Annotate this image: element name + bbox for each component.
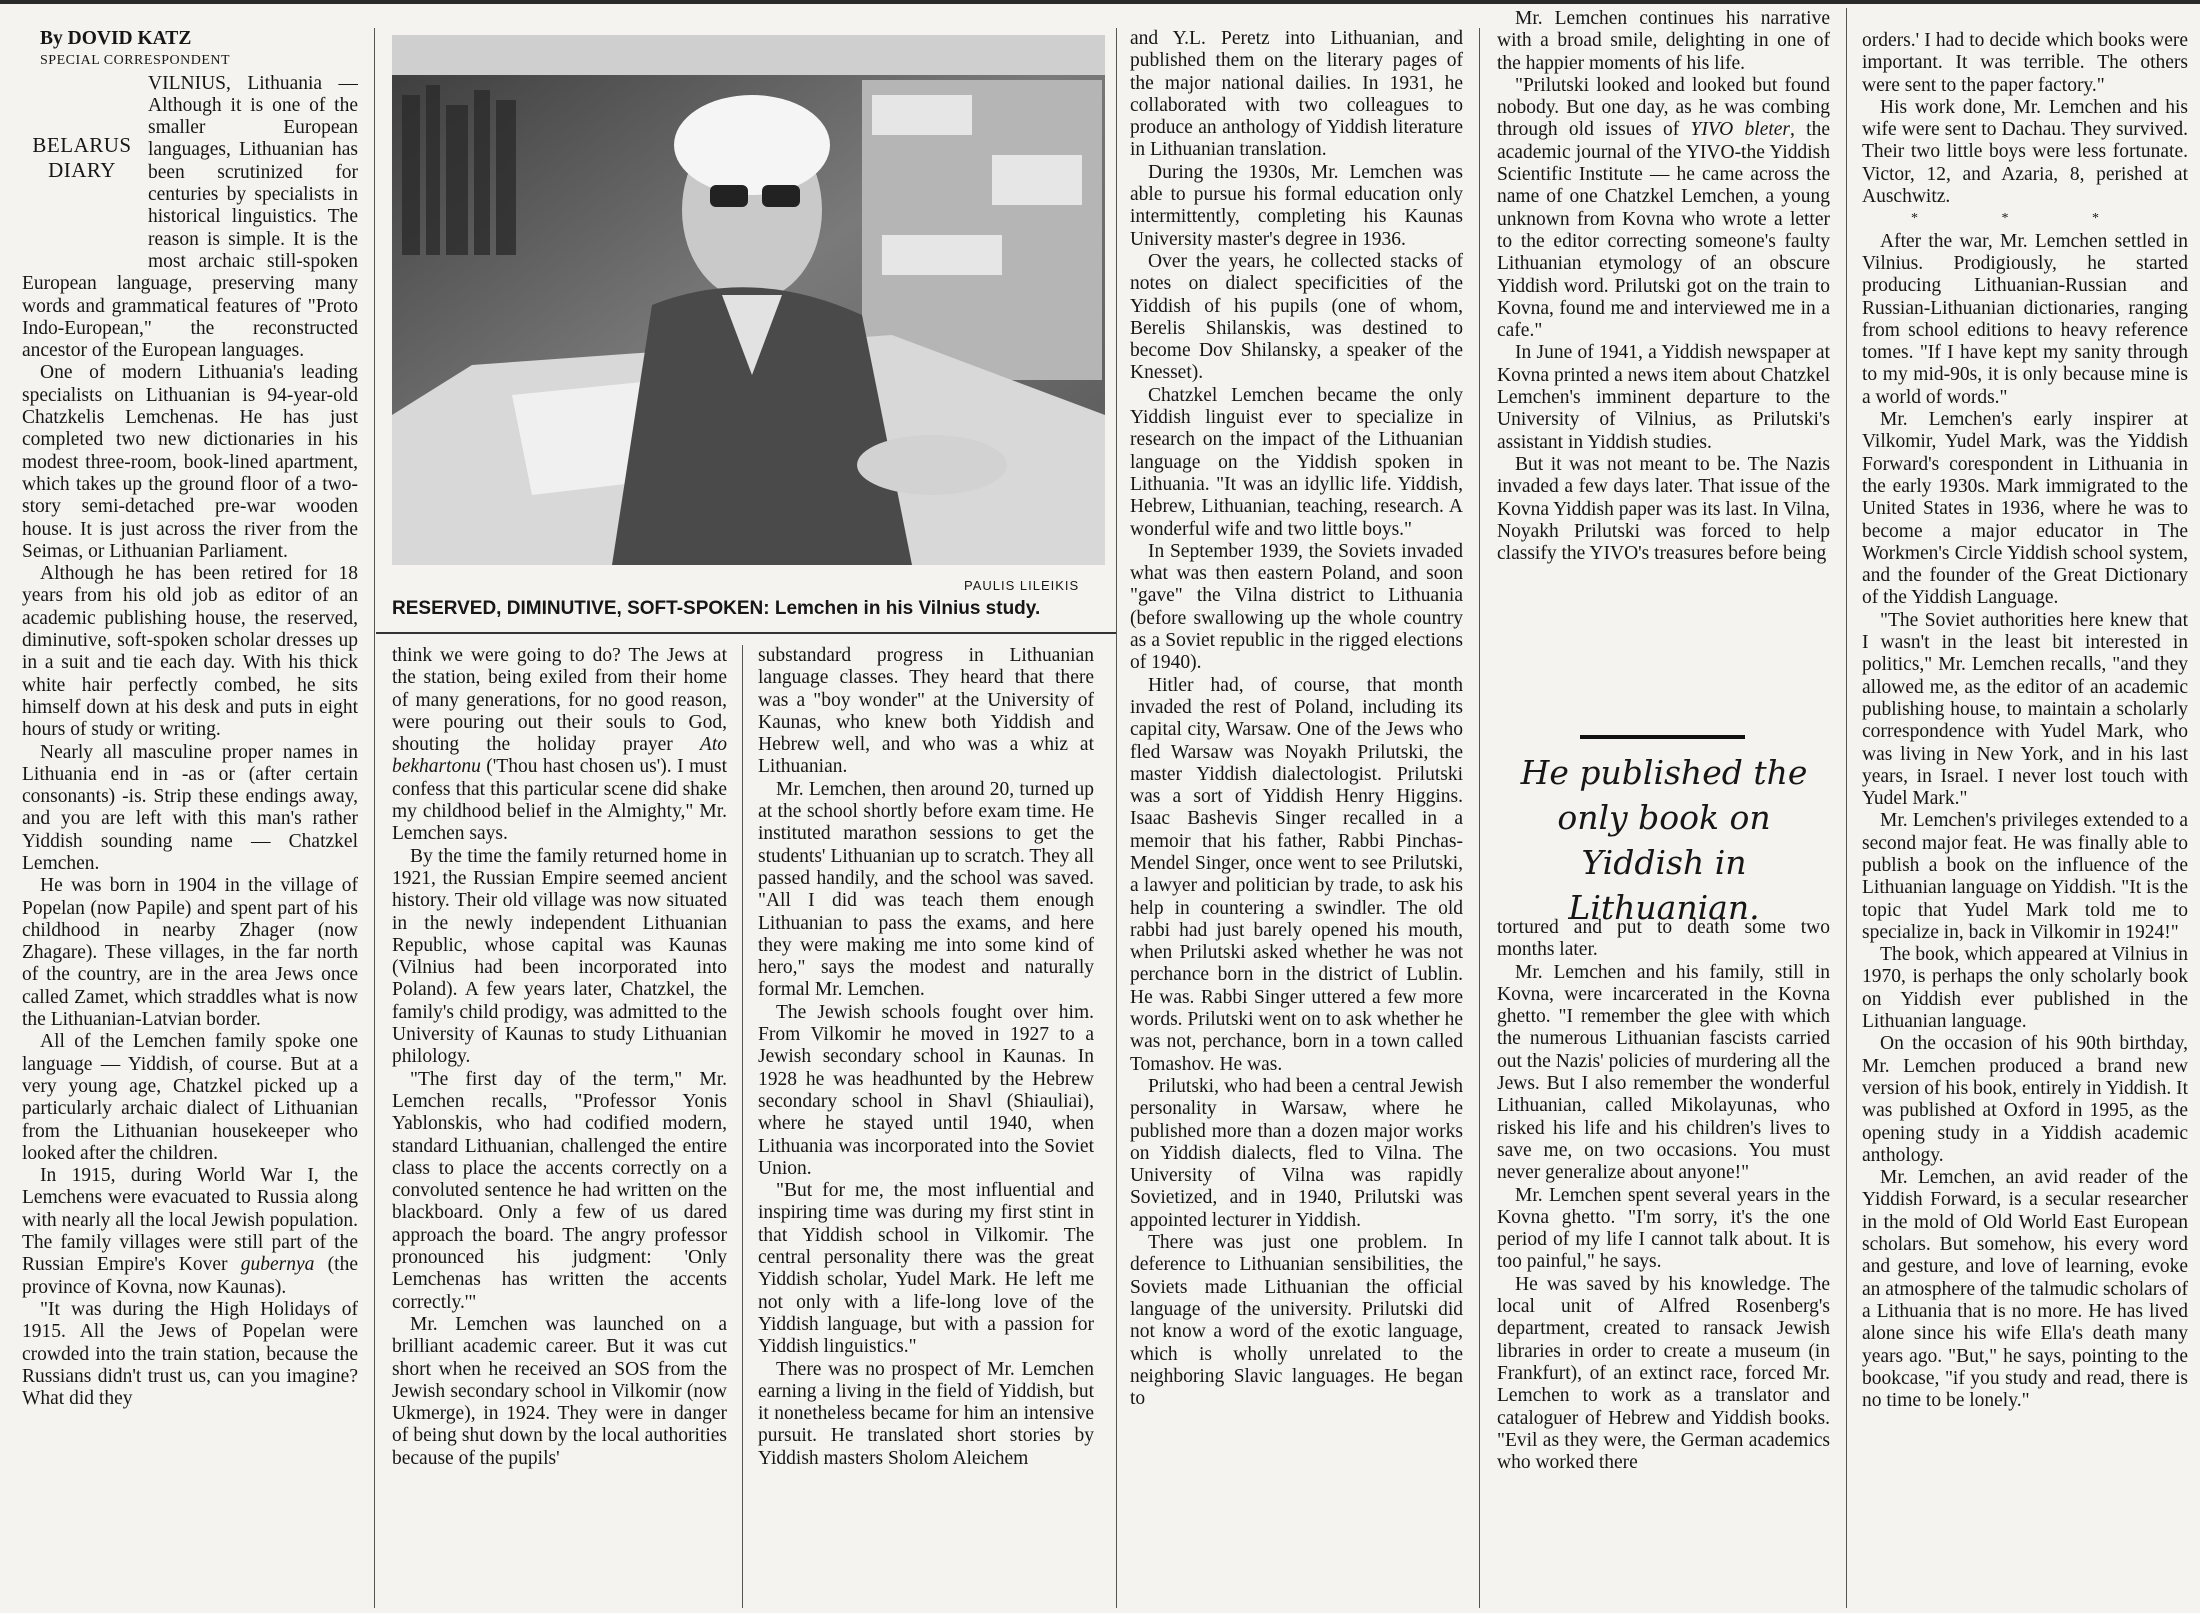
column-rule bbox=[1846, 8, 1847, 1608]
col1-paragraph: All of the Lemchen family spoke one language — Yiddish, of course. But at a very young age, Chatzkel picked up a particularly archaic dialect of Lithuanian from the Lithuanian housekeeper who looked after the children. bbox=[22, 1031, 358, 1164]
col2-paragraph: Mr. Lemchen was launched on a brilliant academic career. But it was cut short when he received an SOS from the Jewish secondary school in Vilkomir (now Ukmerge), in 1924. They were in danger of being shut down by the local authorities because of the pupils' bbox=[392, 1313, 727, 1469]
column-2 bbox=[392, 645, 727, 1613]
col6-paragraph: orders.' I had to decide which books were important. It was terrible. The others were sent to the paper factory." bbox=[1862, 30, 2188, 96]
col6-paragraph: The book, which appeared at Vilnius in 1970, is perhaps the only scholarly book on Yiddish ever published in the Lithuanian language. bbox=[1862, 944, 2188, 1033]
col6-paragraph: After the war, Mr. Lemchen settled in Vilnius. Prodigiously, he started producing Lithuanian-Russian and Russian-Lithuanian dictionaries, ranging from school editions to heavy reference tomes. "If I have kept my sanity through to my mid-90s, it is only because mine is a world of words." bbox=[1862, 230, 2188, 408]
col4-paragraph: Hitler had, of course, that month invaded the rest of Poland, including its capital city, Warsaw. One of the Jews who fled Warsaw was Noyakh Prilutski, the master Yiddish dialectologist. Prilutski was a sort of Yiddish Henry Higgins. Isaac Bashevis Singer recalled in a memoir that his father, Rabbi Pinchas-Mendel Singer, once went to see Prilutski, a lawyer and politician by trade, to ask his help in countering a swindler. The old rabbi had just barely opened his mouth, when Prilutski asked whether he was not perchance born in the district of Lublin. He was. Rabbi Singer uttered a few more words. Prilutski went on to ask whether he was not, perchance, born in a town called Tomashov. He was. bbox=[1130, 674, 1463, 1075]
col4-paragraph: Over the years, he collected stacks of notes on dialect specificities of the Yiddish of his pupils (one of whom, Berelis Shilanskis, was destined to become Dov Shilansky, a speaker of the Knesset). bbox=[1130, 250, 1463, 384]
photo-credit: PAULIS LILEIKIS bbox=[964, 578, 1080, 593]
col6-paragraph: His work done, Mr. Lemchen and his wife were sent to Dachau. They survived. Their two little boys were less fortunate. Victor, 12, and Azaria, 8, perished at Auschwitz. bbox=[1862, 96, 2188, 208]
col5-paragraph: But it was not meant to be. The Nazis invaded a few days later. That issue of the Kovna Yiddish paper was its last. In Vilna, Noyakh Prilutski was forced to help classify the YIVO's treasures before being bbox=[1497, 453, 1830, 565]
column-label-line1: BELARUS bbox=[32, 132, 132, 157]
col4-paragraph: In September 1939, the Soviets invaded what was then eastern Poland, and soon "gave" the Vilna district to Lithuania (before swallowing up the whole country as a Soviet republic in the rigged elections of 1940). bbox=[1130, 540, 1463, 674]
col2-paragraph: "The first day of the term," Mr. Lemchen recalls, "Professor Yonis Yablonskis, who had codified modern, standard Lithuanian, challenged the entire class to place the accents correctly on a convoluted sentence he had written on the blackboard. Only a few of us dared approach the board. The angry professor pronounced his judgment: 'Only Lemchenas has written the accents correctly.'" bbox=[392, 1068, 727, 1313]
col4-paragraph: There was just one problem. In deference to Lithuanian sensibilities, the Soviets made Lithuanian the official language of the university. Prilutski did not know a word of the exotic language, which is wholly unrelated to the neighboring Slavic languages. He began to bbox=[1130, 1232, 1463, 1410]
column-rule bbox=[374, 28, 375, 1608]
column-5-bottom bbox=[1497, 917, 1830, 1613]
col2-paragraph: think we were going to do? The Jews at the station, being exiled from their home of many generations, for no good reason, were pouring out their souls to God, shouting the holiday prayer Ato bekhartonu ('Thou hast chosen us'). I must confess that this particular scene did shake my childhood belief in the Almighty," Mr. Lemchen says. bbox=[392, 645, 727, 845]
col5-paragraph: He was saved by his knowledge. The local unit of Alfred Rosenberg's department, created to ransack Jewish libraries in order to create a museum (in Frankfurt), of an extinct race, forced Mr. Lemchen to work as a translator and cataloguer of Hebrew and Yiddish books. "Evil as they were, the German academics who worked there bbox=[1497, 1273, 1830, 1474]
portrait-photo bbox=[392, 35, 1105, 565]
photo-image bbox=[392, 35, 1105, 565]
column-5-top bbox=[1497, 8, 1830, 668]
col4-paragraph: During the 1930s, Mr. Lemchen was able to pursue his formal education only intermittently, completing his Kaunas University master's degree in 1936. bbox=[1130, 161, 1463, 250]
col6-paragraph: Mr. Lemchen, an avid reader of the Yiddish Forward, is a secular researcher in the mold of Old World East European scholars. But somehow, his every word and gesture, and love of learning, evoke an atmosphere of the talmudic scholars of a Lithuania that is no more. He has lived alone since his wife Ella's death many years ago. "But," he says, pointing to the bookcase, "if you study and read, there is no time to be lonely." bbox=[1862, 1167, 2188, 1412]
column-label-line2: DIARY bbox=[48, 157, 116, 182]
pull-quote-rule bbox=[1580, 735, 1745, 739]
col2-paragraph: By the time the family returned home in 1921, the Russian Empire seemed ancient history. Their old village was now situated in the newly independent Lithuanian Republic, whose capital was Kaunas (Vilnius had been incorporated into Poland). A few years later, Chatzkel, the family's child prodigy, was admitted to the University of Kaunas to study Lithuanian philology. bbox=[392, 845, 727, 1068]
col1-paragraph: BELARUS DIARY VILNIUS, Lithuania — Although it is one of the smaller European languages, Lithuanian has been scrutinized for centuries by specialists in historical linguistics. The reason is simple. It is the most archaic still-spoken European language, preserving many words and grammatical features of "Proto Indo-European," the reconstructed ancestor of the European languages. bbox=[22, 72, 358, 362]
column-3 bbox=[758, 645, 1094, 1613]
col4-paragraph: and Y.L. Peretz into Lithuanian, and published them on the literary pages of the major national dailies. In 1931, he collaborated with two colleagues to produce an anthology of Yiddish literature in Lithuanian translation. bbox=[1130, 28, 1463, 161]
column-rule bbox=[1479, 28, 1480, 1608]
col3-paragraph: substandard progress in Lithuanian language classes. They heard that there was a "boy wonder" at the University of Kaunas, who knew both Yiddish and Hebrew well, and who was a whiz at Lithuanian. bbox=[758, 645, 1094, 778]
col1-paragraph: Although he has been retired for 18 years from his old job as editor of an academic publishing house, the reserved, diminutive, soft-spoken scholar dresses up in a suit and tie each day. With his thick white hair perfectly combed, he sits himself down at his desk and puts in eight hours of study or writing. bbox=[22, 563, 358, 741]
col5-paragraph: "Prilutski looked and looked but found nobody. But one day, as he was combing through old issues of YIVO bleter, the academic journal of the YIVO-the Yiddish Scientific Institute — he came across the name of one Chatzkel Lemchen, a young unknown from Kovna who wrote a letter to the editor correcting someone's faulty Lithuanian etymology of an obscure Yiddish word. Prilutski got on the train to Kovna, found me and interviewed me in a cafe." bbox=[1497, 74, 1830, 342]
col6-paragraph: "The Soviet authorities here knew that I wasn't in the least bit interested in politics," Mr. Lemchen recalls, "and they allowed me, as the editor of an academic publishing house, to maintain a scholarly correspondence with Yudel Mark, who was living in New York, and in his last years, in Israel. I never lost touch with Yudel Mark." bbox=[1862, 609, 2188, 810]
column-rule bbox=[742, 645, 743, 1608]
caption-rule bbox=[376, 632, 1116, 634]
col6-paragraph: Mr. Lemchen's early inspirer at Vilkomir, Yudel Mark, was the Yiddish Forward's corespondent in Lithuania in the early 1930s. Mark immigrated to the United States in 1936, where he was to become a major educator in The Workmen's Circle Yiddish school system, and the founder of the Great Dictionary of the Yiddish Language. bbox=[1862, 409, 2188, 609]
col3-paragraph: "But for me, the most influential and inspiring time was during my first stint in that Yiddish school in Vilkomir. The central personality there was the great Yiddish scholar, Yudel Mark. He left me not only with a life-long love of the Yiddish language, but with a passion for Yiddish linguistics." bbox=[758, 1180, 1094, 1358]
special-correspondent: SPECIAL CORRESPONDENT bbox=[40, 53, 231, 69]
column-6 bbox=[1862, 30, 2188, 1613]
col6-paragraph: Mr. Lemchen's privileges extended to a second major feat. He was finally able to publish a book on the influence of the Lithuanian language on Yiddish. "It is the topic that Yudel Mark told me to specialize in, back in Vilkomir in 1924!" bbox=[1862, 810, 2188, 943]
col3-paragraph: Mr. Lemchen, then around 20, turned up at the school shortly before exam time. He instituted marathon sessions to get the students' Lithuanian up to scratch. They all passed handily, and the school was saved. "All I did was teach them enough Lithuanian to pass the exams, and here they were making me into some kind of hero," says the modest and naturally formal Mr. Lemchen. bbox=[758, 778, 1094, 1001]
col1-paragraph: He was born in 1904 in the village of Popelan (now Papile) and spent part of his childhood in nearby Zhager (now Zhagare). These villages, in the far north of the country, are in the area Jews once called Zamet, which straddles what is now the Lithuanian-Latvian border. bbox=[22, 875, 358, 1031]
byline: By DOVID KATZ bbox=[40, 28, 192, 49]
col5-paragraph: In June of 1941, a Yiddish newspaper at Kovna printed a news item about Chatzkel Lemchen's imminent departure to the University of Vilnius, as Prilutski's assistant in Yiddish studies. bbox=[1497, 342, 1830, 453]
top-rule bbox=[0, 0, 2200, 4]
col1-paragraph: In 1915, during World War I, the Lemchens were evacuated to Russia along with nearly all the local Jewish population. The family villages were still part of the Russian Empire's Kover gubernya (the province of Kovna, now Kaunas). bbox=[22, 1165, 358, 1298]
col1-paragraph: "It was during the High Holidays of 1915. All the Jews of Popelan were crowded into the train station, because the Russians didn't trust us, can you imagine? What did they bbox=[22, 1298, 358, 1410]
photo-caption: RESERVED, DIMINUTIVE, SOFT-SPOKEN: Lemchen in his Vilnius study. bbox=[392, 598, 1041, 619]
column-label bbox=[22, 73, 142, 253]
col5-paragraph: tortured and put to death some two months later. bbox=[1497, 917, 1830, 961]
column-rule bbox=[1116, 28, 1117, 1608]
col5-paragraph: Mr. Lemchen spent several years in the Kovna ghetto. "I'm sorry, it's the one period of my life I cannot talk about. It is too painful," he says. bbox=[1497, 1184, 1830, 1273]
col6-paragraph: On the occasion of his 90th birthday, Mr. Lemchen produced a brand new version of his book, entirely in Yiddish. It was published at Oxford in 1995, as the opening study in a Yiddish academic anthology. bbox=[1862, 1033, 2188, 1166]
col1-paragraph: One of modern Lithuania's leading specialists on Lithuanian is 94-year-old Chatzkelis Lemchenas. He has just completed two new dictionaries in his modest three-room, book-lined apartment, which takes up the ground floor of a two-story semi-detached pre-war wooden house. It is just across the river from the Seimas, or Lithuanian Parliament. bbox=[22, 362, 358, 562]
col1-paragraph: Nearly all masculine proper names in Lithuania end in -as or (after certain consonants) -is. Strip these endings away, and you are left with this man's rather Yiddish sounding name — Chatzkel Lemchen. bbox=[22, 741, 358, 874]
column-4 bbox=[1130, 28, 1463, 1613]
col5-paragraph: Mr. Lemchen continues his narrative with a broad smile, delighting in one of the happier moments of his life. bbox=[1497, 8, 1830, 74]
col4-paragraph: Chatzkel Lemchen became the only Yiddish linguist ever to specialize in research on the impact of the Lithuanian language on the Yiddish spoken in Lithuania. "It was an idyllic life. Yiddish, Hebrew, Lithuanian, teaching, research. A wonderful wife and two little boys." bbox=[1130, 384, 1463, 540]
col3-paragraph: There was no prospect of Mr. Lemchen earning a living in the field of Yiddish, but it nonetheless became for him an intensive pursuit. He translated short stories by Yiddish masters Sholom Aleichem bbox=[758, 1358, 1094, 1469]
section-break: * * * bbox=[1911, 211, 2139, 227]
col5-paragraph: Mr. Lemchen and his family, still in Kovna, were incarcerated in the Kovna ghetto. "I remember the glee with which the numerous Lithuanian fascists carried out the Nazis' policies of murdering all the Jews. But I also remember the wonderful Lithuanian, called Mikolayunas, who risked his life and his children's lives to save me, on two occasions. You must never generalize about anyone!" bbox=[1497, 961, 1830, 1184]
column-1 bbox=[22, 28, 358, 1613]
col3-paragraph: The Jewish schools fought over him. From Vilkomir he moved in 1927 to a Jewish secondary school in Kaunas. In 1928 he was headhunted by the Hebrew secondary school in Shavl (Shiauliai), where he stayed until 1940, when Lithuania was incorporated into the Soviet Union. bbox=[758, 1001, 1094, 1179]
pull-quote: He published the only book on Yiddish in Lithuanian. bbox=[1520, 753, 1808, 927]
col4-paragraph: Prilutski, who had been a central Jewish personality in Warsaw, where he published more than a dozen major works on Yiddish dialects, fled to Vilna. The University of Vilna was rapidly Sovietized, and in 1940, Prilutski was appointed lecturer in Yiddish. bbox=[1130, 1075, 1463, 1231]
